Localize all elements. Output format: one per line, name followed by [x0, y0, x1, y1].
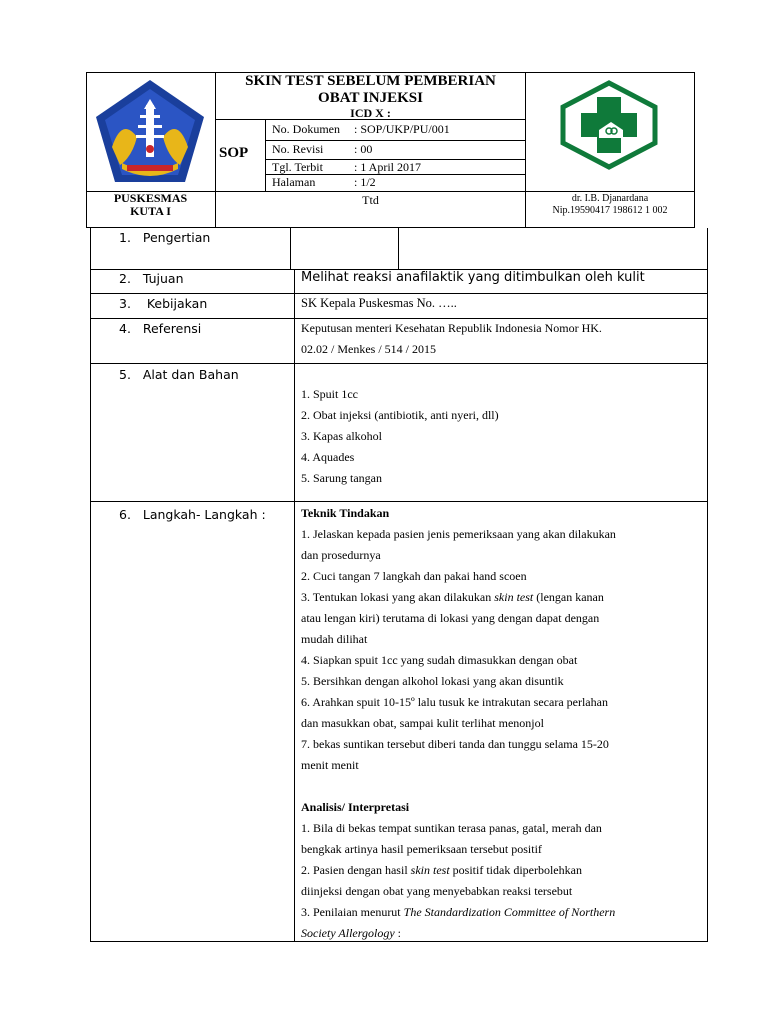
meta-no-dokumen: No. Dokumen : SOP/UKP/PU/001 [272, 122, 450, 136]
body-right-line [707, 228, 708, 942]
hdr-sop-v [265, 119, 266, 192]
puskesmas-name: PUSKESMAS KUTA I [113, 191, 188, 218]
row-tujuan-text: Melihat reaksi anafilaktik yang ditimbulkan oleh kulit [301, 270, 645, 285]
body-v-r1b [398, 228, 399, 270]
row-sep-5 [90, 501, 708, 502]
row-referensi-label: 4. Referensi [119, 321, 202, 336]
icd-label: ICD X : [350, 106, 391, 120]
row-kebijakan-label: 3. Kebijakan [119, 296, 208, 311]
bali-emblem-logo [92, 77, 208, 187]
sop-label: SOP [219, 145, 249, 161]
puskesmas-cross-logo [559, 80, 659, 170]
ttd-label: Ttd [362, 193, 379, 207]
list-item: 5. Sarung tangan [301, 471, 382, 485]
list-item: 4. Aquades [301, 450, 355, 464]
meta-no-revisi: No. Revisi : 00 [272, 142, 373, 156]
row-tujuan-label: 2. Tujuan [119, 271, 184, 286]
row-kebijakan-text: SK Kepala Puskesmas No. ….. [301, 296, 457, 310]
body-left-line [90, 228, 91, 942]
row-sep-2 [90, 293, 708, 294]
body-v-r1 [290, 228, 291, 270]
row-langkah-text: Teknik Tindakan 1. Jelaskan kepada pasien jenis pemeriksaan yang akan dilakukan dan prosedurnya 2. Cuci tangan 7 langkah dan pakai hand scoen 3. Tentukan lokasi yang akan dilakukan skin test (lengan kanan atau lengan kiri) terutama di lokasi yang dengan dapat dengan mudah dilihat 4. Siapkan spuit 1cc yang sudah dimasukkan dengan obat 5. Bersihkan dengan alkohol lokasi yang akan disuntik 6. Arahkan spuit 10-15º lalu tusuk ke intrakutan secara perlahan dan masukkan obat, sampai kulit terlihat menonjol 7. bekas suntikan tersebut diberi tanda dan tunggu selama 15-20 menit menit Analisis/ Interpretasi 1. Bila di bekas tempat suntikan terasa panas, gatal, merah dan bengkak artinya hasil pemeriksaan tersebut positif 2. Pasien dengan hasil skin test positif tidak diperbolehkan diinjeksi dengan obat yang menyebabkan reaksi tersebut 3. Penilaian menurut The Standardization Committee of Northern Society Allergology : [301, 506, 616, 940]
meta-halaman: Halaman : 1/2 [272, 175, 376, 189]
document-title: SKIN TEST SEBELUM PEMBERIAN OBAT INJEKSI [245, 73, 496, 106]
row-alat-list [301, 384, 701, 489]
hdr-bottom [86, 227, 695, 228]
row-referensi-text: Keputusan menteri Kesehatan Republik Indonesia Nomor HK. 02.02 / Menkes / 514 / 2015 [301, 321, 602, 356]
list-item: 1. Spuit 1cc [301, 387, 358, 401]
meta-tgl-terbit: Tgl. Terbit : 1 April 2017 [272, 160, 422, 174]
row-pengertian-label: 1. Pengertian [119, 230, 211, 245]
heading-analisis: Analisis/ Interpretasi [301, 800, 410, 814]
row-alat-label: 5. Alat dan Bahan [119, 367, 239, 382]
body-v-main [294, 269, 295, 942]
heading-teknik-tindakan: Teknik Tindakan [301, 506, 390, 520]
row-sep-4 [90, 363, 708, 364]
hdr-meta-line1 [265, 140, 525, 141]
list-item: 3. Kapas alkohol [301, 429, 382, 443]
hdr-right-line [694, 72, 695, 227]
signer-block: dr. I.B. Djanardana Nip.19590417 198612 1 002 [552, 193, 668, 216]
list-item: 2. Obat injeksi (antibiotik, anti nyeri, dll) [301, 408, 499, 422]
row-langkah-label: 6. Langkah- Langkah : [119, 507, 266, 522]
